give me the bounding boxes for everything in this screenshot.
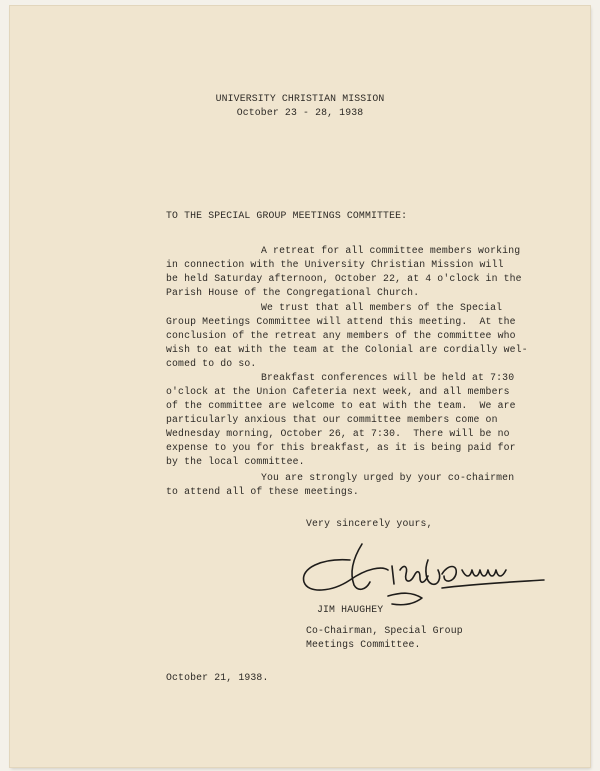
paragraph-3-line: particularly anxious that our committee members come on: [166, 414, 498, 425]
mission-title: UNIVERSITY CHRISTIAN MISSION: [215, 93, 385, 104]
paragraph-4-line: to attend all of these meetings.: [166, 486, 359, 497]
signer-title-line: Meetings Committee.: [306, 639, 421, 650]
paragraph-3-line: by the local committee.: [166, 456, 305, 467]
signer-name: JIM HAUGHEY: [317, 604, 384, 615]
paragraph-3-line: Breakfast conferences will be held at 7:30: [261, 372, 515, 383]
paragraph-2-line: wish to eat with the team at the Colonial are cordially wel-: [166, 344, 528, 355]
paragraph-1-line: in connection with the University Christian Mission will: [166, 259, 504, 270]
paragraph-1-line: A retreat for all committee members working: [261, 245, 521, 256]
paragraph-2-line: comed to do so.: [166, 358, 257, 369]
paragraph-1-line: be held Saturday afternoon, October 22, at 4 o'clock in the: [166, 273, 522, 284]
mission-dates: October 23 - 28, 1938: [236, 107, 364, 118]
signer-title-line: Co-Chairman, Special Group: [306, 625, 463, 636]
letter-page: [10, 6, 590, 767]
paragraph-3-line: of the committee are welcome to eat with the team. We are: [166, 400, 516, 411]
handwritten-signature: [292, 530, 552, 610]
paragraph-2-line: We trust that all members of the Special: [261, 302, 503, 313]
paragraph-1-line: Parish House of the Congregational Church.: [166, 287, 420, 298]
paragraph-2-line: Group Meetings Committee will attend this meeting. At the: [166, 316, 516, 327]
paragraph-4-line: You are strongly urged by your co-chairmen: [261, 472, 515, 483]
paragraph-3-line: o'clock at the Union Cafeteria next week, and all members: [166, 386, 510, 397]
salutation: TO THE SPECIAL GROUP MEETINGS COMMITTEE:: [166, 210, 408, 221]
closing: Very sincerely yours,: [306, 518, 433, 529]
letter-date: October 21, 1938.: [166, 672, 269, 683]
paragraph-3-line: expense to you for this breakfast, as it is being paid for: [166, 442, 516, 453]
paragraph-3-line: Wednesday morning, October 26, at 7:30. There will be no: [166, 428, 510, 439]
paragraph-2-line: conclusion of the retreat any members of the committee who: [166, 330, 516, 341]
